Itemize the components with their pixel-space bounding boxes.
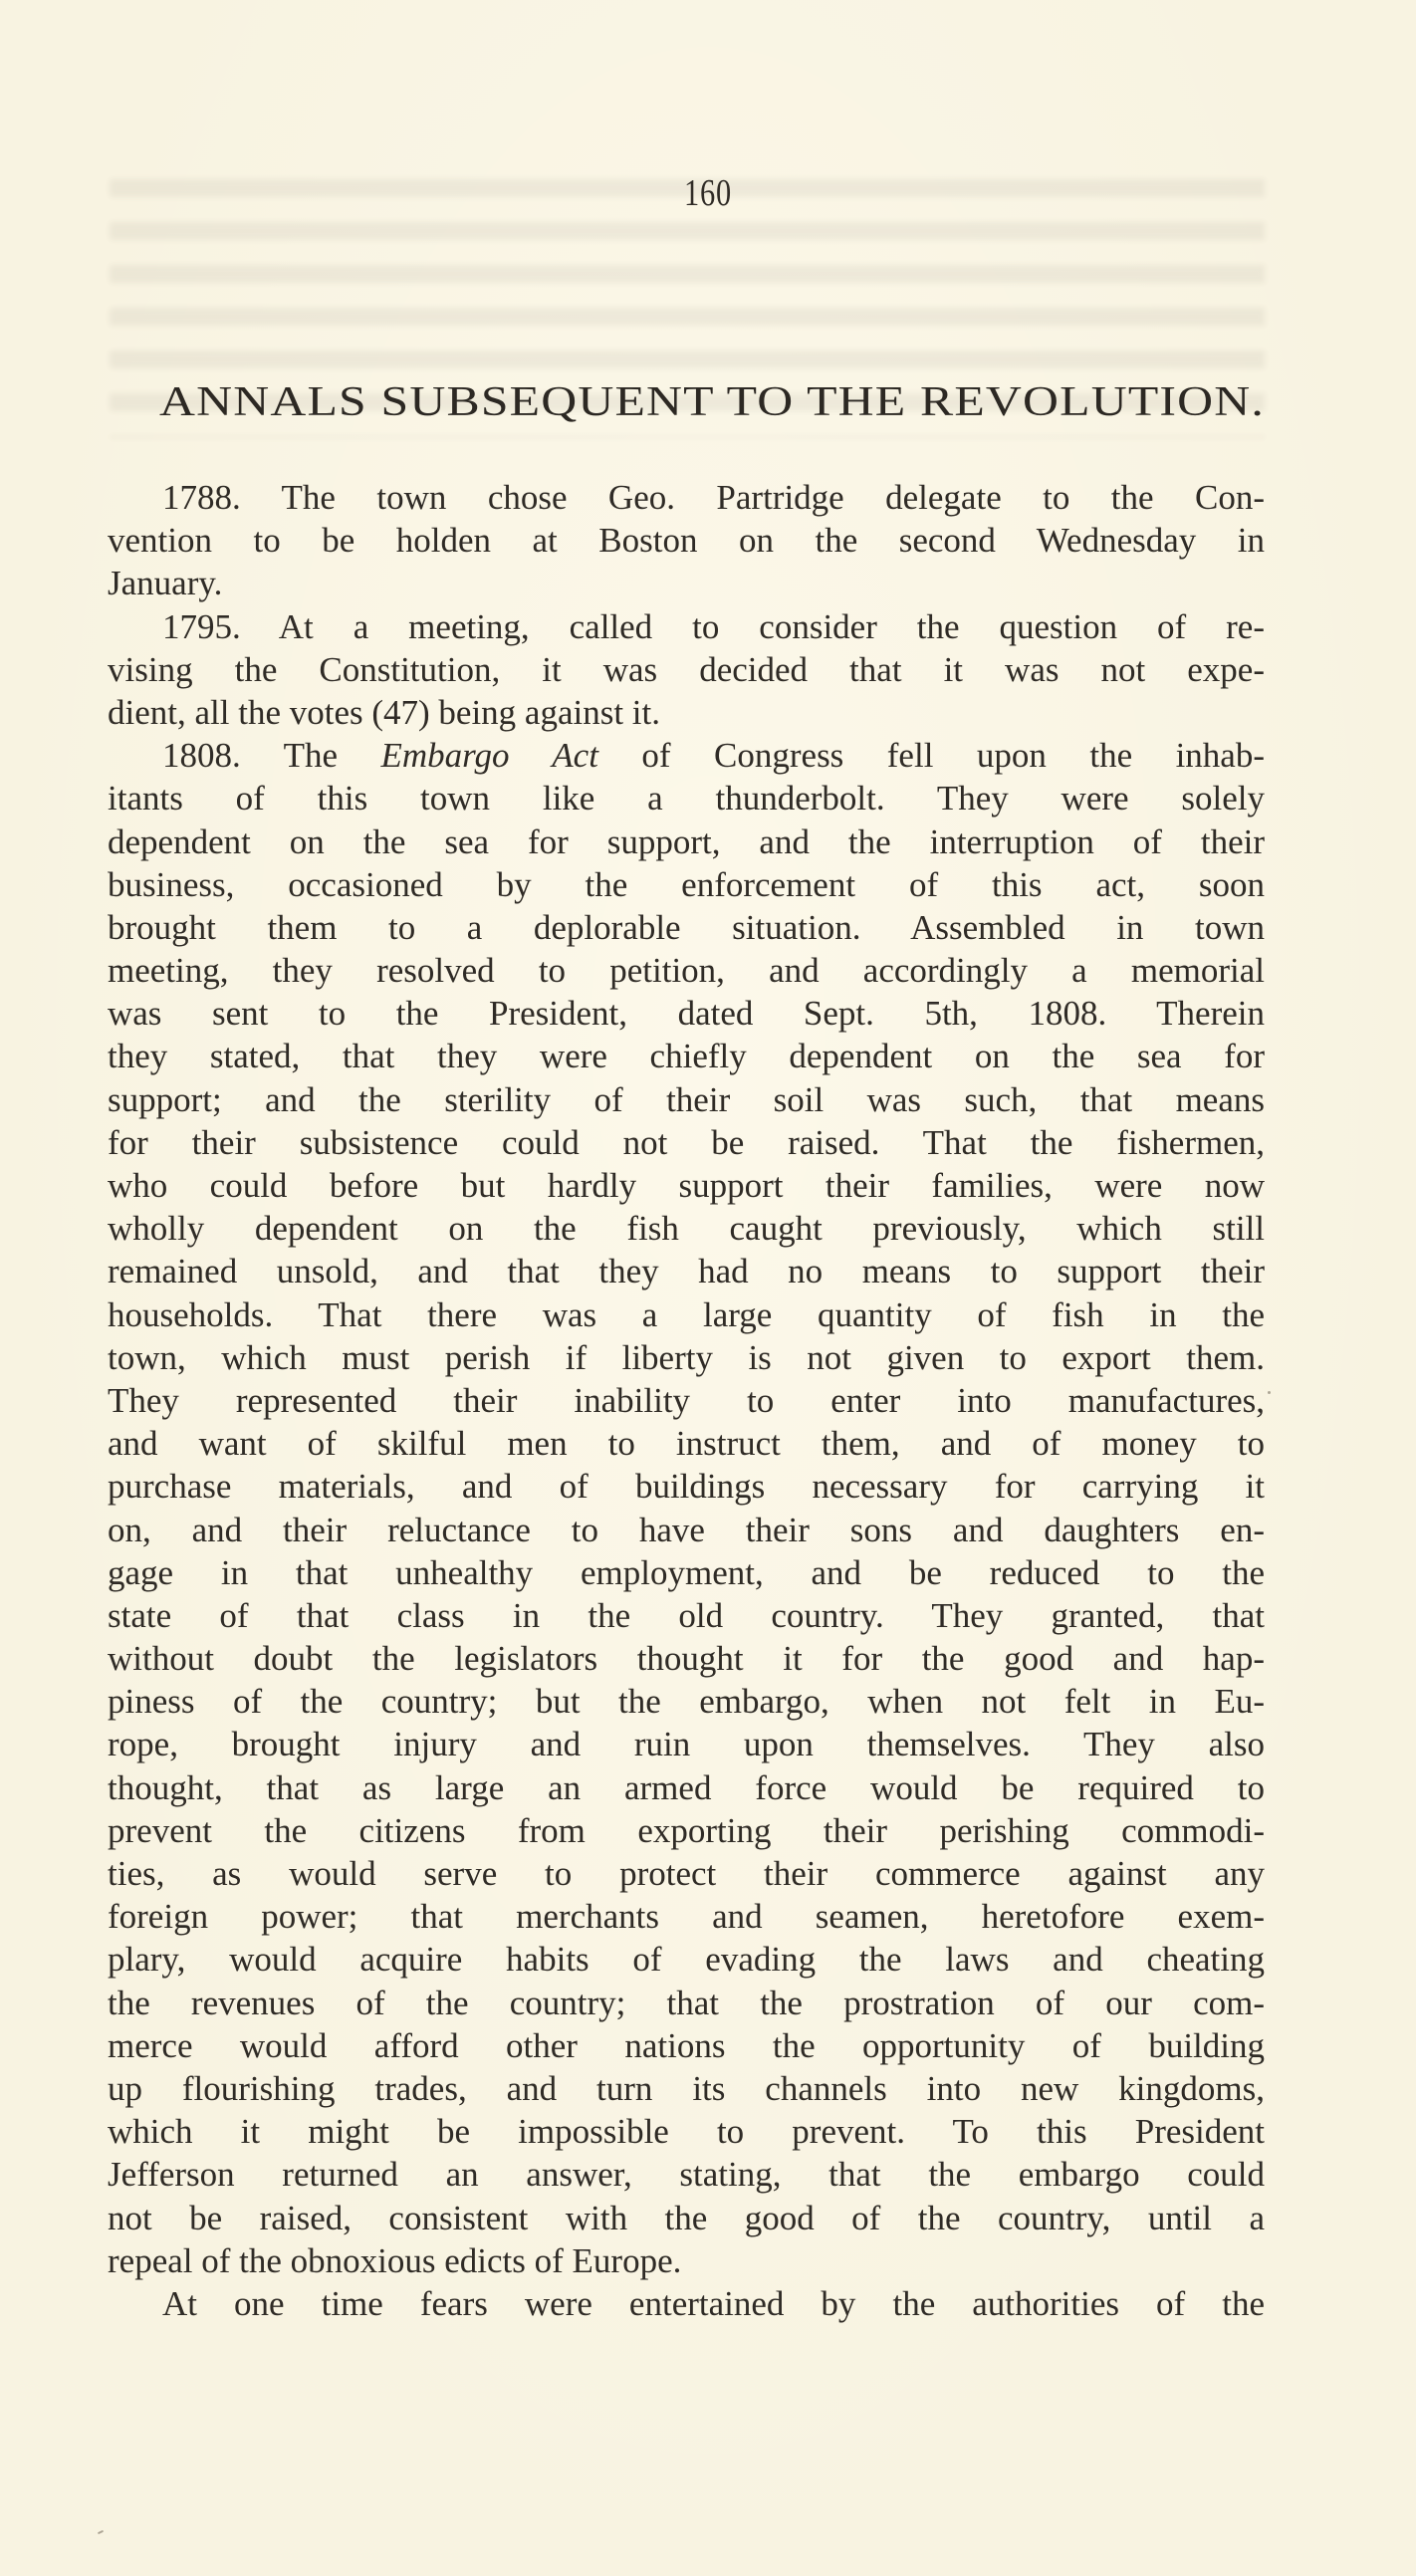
text-run: of Congress fell upon the inhab-	[597, 736, 1265, 776]
text-line: rope, brought injury and ruin upon themselves. They also	[108, 1725, 1265, 1764]
text-line: without doubt the legislators thought it for the good and hap-	[108, 1639, 1265, 1679]
text-line: was sent to the President, dated Sept. 5th, 1808. Therein	[108, 994, 1265, 1034]
text-line: and want of skilful men to instruct them, and of money to	[108, 1424, 1265, 1464]
text-line	[108, 734, 1265, 777]
text-line: remained unsold, and that they had no means to support their	[108, 1252, 1265, 1291]
text-line: piness of the country; but the embargo, when not felt in Eu-	[108, 1682, 1265, 1722]
text-line: business, occasioned by the enforcement of this act, soon	[108, 864, 1265, 904]
text-line: dependent on the sea for support, and the interruption of their	[108, 821, 1265, 861]
text-line: vising the Constitution, it was decided that it was not expe-	[108, 649, 1265, 689]
text-line: for their subsistence could not be raised. That the fishermen,	[108, 1122, 1265, 1162]
text-line: they stated, that they were chiefly dependent on the sea for	[108, 1037, 1265, 1076]
text-line: prevent the citizens from exporting their perishing commodi-	[108, 1810, 1265, 1850]
text-line: town, which must perish if liberty is not given to export them.	[108, 1337, 1265, 1377]
text-line: the revenues of the country; that the prostration of our com-	[108, 1983, 1265, 2022]
text-line: Jefferson returned an answer, stating, that the embargo could	[108, 2155, 1265, 2195]
text-line: support; and the sterility of their soil was such, that means	[108, 1079, 1265, 1119]
text-line: 1795. At a meeting, called to consider the question of re-	[162, 606, 1265, 646]
text-line: ties, as would serve to protect their commerce against any	[108, 1854, 1265, 1893]
text-line: meeting, they resolved to petition, and accordingly a memorial	[108, 951, 1265, 991]
text-line: which it might be impossible to prevent. To this President	[108, 2112, 1265, 2152]
text-line: wholly dependent on the fish caught previously, which still	[108, 1209, 1265, 1249]
text-line: households. That there was a large quantity of fish in the	[108, 1294, 1265, 1334]
body-text	[108, 476, 1265, 2325]
page-number: 160	[684, 172, 732, 214]
chapter-title: ANNALS SUBSEQUENT TO THE REVOLUTION.	[159, 379, 1265, 425]
paper-speck	[1268, 1391, 1271, 1394]
text-line: repeal of the obnoxious edicts of Europe.	[108, 2240, 682, 2280]
text-line: up flourishing trades, and turn its channels into new kingdoms,	[108, 2068, 1265, 2108]
text-line: who could before but hardly support their families, were now	[108, 1166, 1265, 1205]
text-line: gage in that unhealthy employment, and be reduced to the	[108, 1552, 1265, 1592]
text-line: 1788. The town chose Geo. Partridge delegate to the Con-	[162, 478, 1265, 517]
text-line: on, and their reluctance to have their sons and daughters en-	[108, 1510, 1265, 1549]
text-line: not be raised, consistent with the good of the country, until a	[108, 2198, 1265, 2237]
italic-title: Embargo Act	[380, 736, 598, 776]
text-line: purchase materials, and of buildings necessary for carrying it	[108, 1467, 1265, 1507]
text-run: 1808. The	[162, 736, 381, 776]
text-line: thought, that as large an armed force would be required to	[108, 1767, 1265, 1807]
text-line: merce would afford other nations the opportunity of building	[108, 2025, 1265, 2065]
text-line: vention to be holden at Boston on the second Wednesday in	[108, 521, 1265, 561]
text-line: foreign power; that merchants and seamen, heretofore exem-	[108, 1897, 1265, 1937]
text-line: At one time fears were entertained by the authorities of the	[162, 2283, 1265, 2323]
paper-speck	[98, 2530, 104, 2534]
text-line: January.	[108, 564, 223, 603]
text-line: They represented their inability to enter into manufactures,	[108, 1380, 1265, 1420]
text-line: itants of this town like a thunderbolt. They were solely	[108, 779, 1265, 819]
text-line: plary, would acquire habits of evading the laws and cheating	[108, 1940, 1265, 1980]
text-line: state of that class in the old country. They granted, that	[108, 1595, 1265, 1635]
text-line: dient, all the votes (47) being against it.	[108, 692, 661, 732]
text-line: brought them to a deplorable situation. Assembled in town	[108, 907, 1265, 947]
